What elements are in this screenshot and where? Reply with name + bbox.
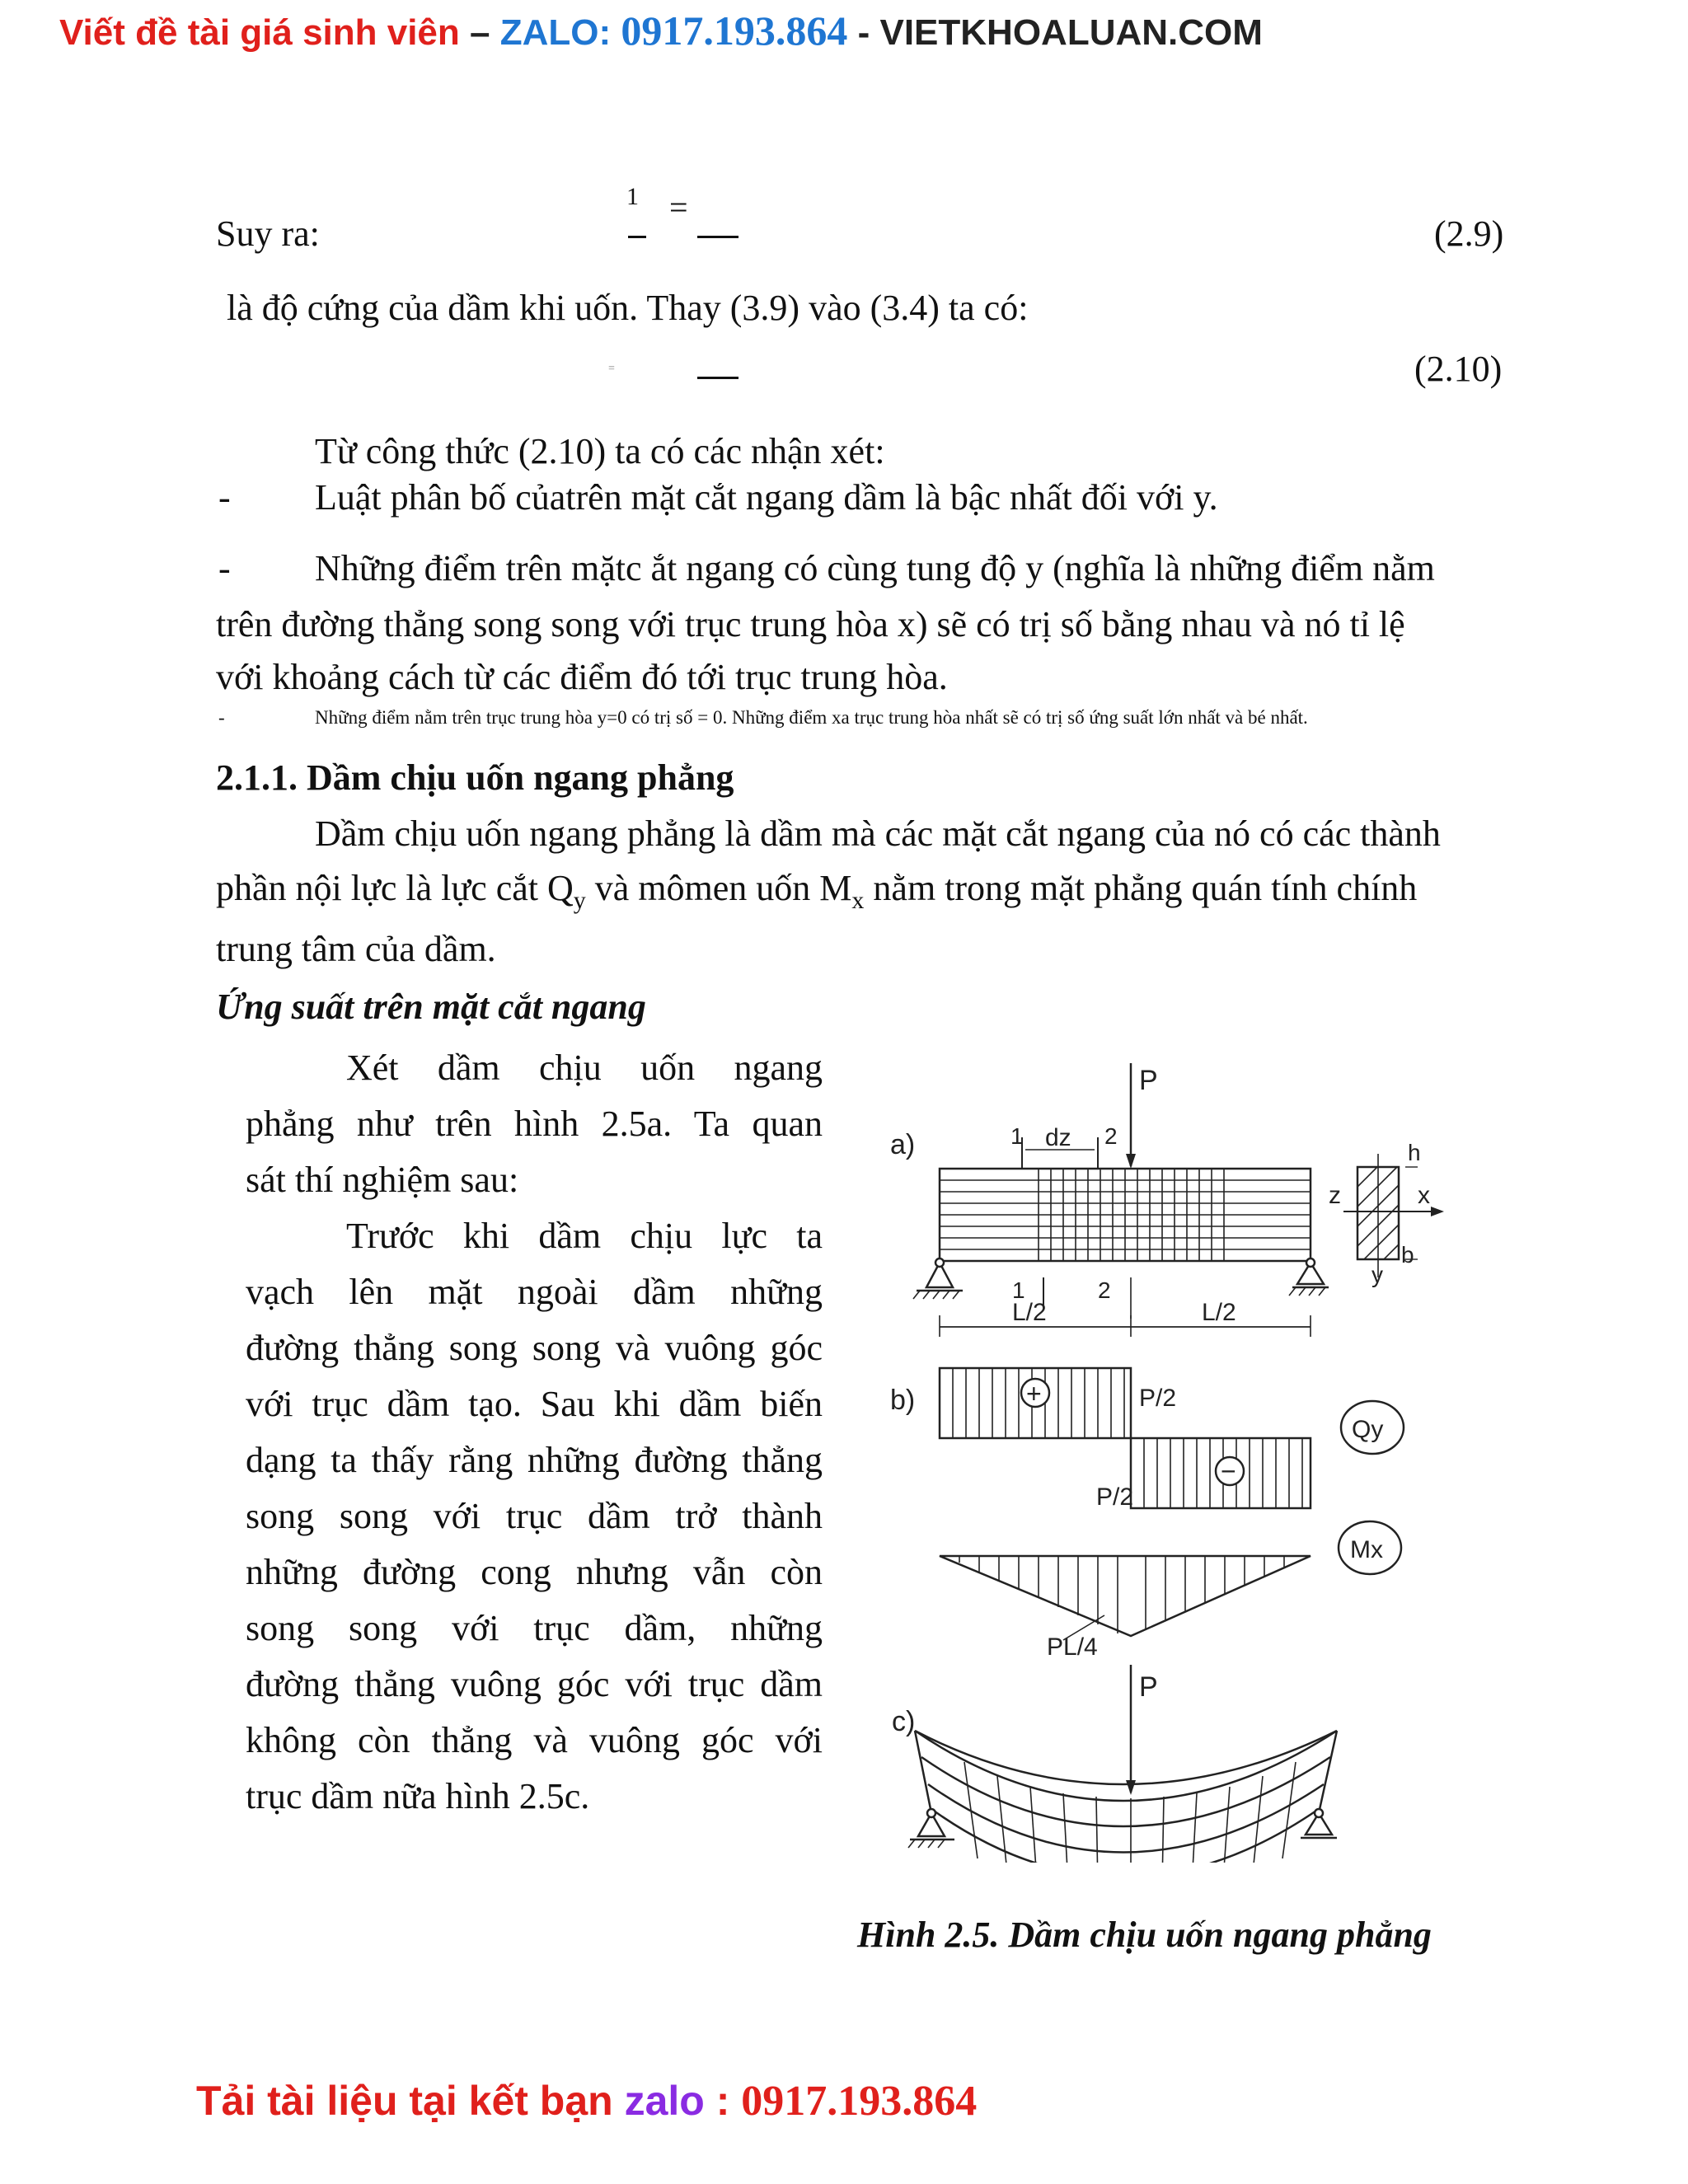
- column-line: vạch lên mặt ngoài dầm những: [246, 1272, 823, 1312]
- column-line: phẳng như trên hình 2.5a. Ta quan: [246, 1104, 823, 1144]
- column-line: với trục dầm tạo. Sau khi dầm biến: [246, 1384, 823, 1424]
- eq-2-9-fraction-bar: [628, 236, 646, 238]
- half-length-left: L/2: [1012, 1299, 1047, 1326]
- dz-label: dz: [1045, 1124, 1071, 1151]
- label-b: b): [890, 1385, 916, 1416]
- beam-figure: [874, 1047, 1451, 1863]
- eq-2-9-equals: =: [669, 189, 688, 226]
- dimension-h: h: [1408, 1140, 1421, 1165]
- column-line: song song với trục dầm trở thành: [246, 1496, 823, 1536]
- footer-phone: 0917.193.864: [741, 2078, 978, 2125]
- beam-a: [913, 1063, 1444, 1337]
- plus-sign: +: [1026, 1379, 1042, 1408]
- minus-sign: −: [1221, 1456, 1236, 1486]
- figure-caption: Hình 2.5. Dầm chịu uốn ngang phẳng: [857, 1915, 1432, 1955]
- load-label: P: [1139, 1065, 1158, 1096]
- banner-zalo-phone: 0917.193.864: [621, 7, 848, 54]
- label-a: a): [890, 1129, 916, 1160]
- label-c: c): [892, 1706, 916, 1737]
- load-label-c: P: [1139, 1671, 1158, 1703]
- banner-site: VIETKHOALUAN.COM: [879, 12, 1263, 53]
- moment-max-label: PL/4: [1047, 1633, 1098, 1661]
- banner-dash: –: [459, 12, 500, 53]
- remark-item-2-line-1: Những điểm trên mặtc ắt ngang có cùng tung độ y (nghĩa là những điểm nằm: [315, 548, 1435, 588]
- section-1-top: 1: [1010, 1123, 1024, 1149]
- dimension-b: b: [1401, 1242, 1414, 1268]
- column-line: trục dầm nữa hình 2.5c.: [246, 1776, 590, 1816]
- banner-dash: -: [847, 12, 880, 53]
- load-arrowhead: [1126, 1154, 1136, 1169]
- axis-z: z: [1329, 1182, 1341, 1209]
- eq-2-9-lead: Suy ra:: [216, 213, 320, 254]
- footer-text: Tải tài liệu tại kết bạn: [196, 2078, 625, 2124]
- section-1-bottom: 1: [1012, 1277, 1025, 1303]
- column-line: những đường cong nhưng vẫn còn: [246, 1552, 823, 1592]
- bullet: -: [218, 477, 231, 518]
- column-line: Xét dầm chịu uốn ngang: [346, 1047, 823, 1088]
- remark-item-1: Luật phân bố củatrên mặt cắt ngang dầm là bậc nhất đối với y.: [315, 477, 1218, 518]
- section-2-bottom: 2: [1098, 1277, 1111, 1303]
- eq-2-10-equals: =: [608, 363, 615, 375]
- column-line: đường thẳng song song và vuông góc: [246, 1328, 823, 1368]
- eq-2-9-fraction-top: 1: [626, 183, 639, 210]
- banner-slogan: Viết đề tài giá sinh viên: [59, 12, 460, 53]
- bullet: -: [218, 707, 225, 728]
- remark-item-2-line-3: với khoảng cách từ các điểm đó tới trục trung hòa.: [216, 657, 948, 697]
- remark-item-3: Những điểm nằm trên trục trung hòa y=0 có trị số = 0. Những điểm xa trục trung hòa nhất sẽ có trị số ứng suất lớn nhất và bé nhất.: [315, 707, 1308, 728]
- column-text: [246, 1040, 823, 1825]
- column-line: sát thí nghiệm sau:: [246, 1160, 519, 1200]
- moment-triangle: [940, 1556, 1311, 1636]
- eq-2-10-blank-fraction: [697, 377, 738, 379]
- section-para-line-2: phần nội lực là lực cắt $Q_y$ và mômen uốn $M_x$ nằm trong mặt phẳng quán tính chính: [216, 868, 1418, 914]
- section-2-top: 2: [1104, 1123, 1118, 1149]
- column-line: Trước khi dầm chịu lực ta: [346, 1216, 823, 1256]
- bullet: -: [218, 548, 231, 588]
- eq-2-9-blank-fraction: [697, 236, 738, 238]
- header-banner: [59, 7, 1263, 54]
- subheading: Ứng suất trên mặt cắt ngang: [216, 987, 646, 1027]
- section-heading: 2.1.1. Dầm chịu uốn ngang phẳng: [216, 757, 734, 798]
- footer-zalo: zalo: [624, 2078, 705, 2124]
- section-para-line-3: trung tâm của dầm.: [216, 929, 496, 969]
- axis-y: y: [1372, 1262, 1383, 1287]
- column-line: song song với trục dầm, những: [246, 1608, 823, 1648]
- stiffness-line: là độ cứng của dầm khi uốn. Thay (3.9) vào (3.4) ta có:: [227, 288, 1029, 328]
- remarks-intro: Từ công thức (2.10) ta có các nhận xét:: [315, 431, 885, 471]
- subscript-x: x: [851, 886, 865, 914]
- section-para-line-1: Dầm chịu uốn ngang phẳng là dầm mà các mặt cắt ngang của nó có các thành: [315, 813, 1441, 854]
- subscript-y: y: [573, 886, 586, 914]
- half-length-right: L/2: [1202, 1299, 1236, 1326]
- footer-colon: :: [704, 2078, 742, 2124]
- footer-banner: [196, 2077, 977, 2125]
- column-line: dạng ta thấy rằng những đường thẳng: [246, 1440, 823, 1480]
- eq-2-9-number: (2.9): [1434, 213, 1504, 254]
- shear-positive-label: P/2: [1139, 1385, 1177, 1412]
- moment-diagram: [940, 1521, 1401, 1640]
- qy-label: Qy: [1352, 1416, 1384, 1443]
- axis-x: x: [1418, 1182, 1430, 1209]
- deformed-beam: [908, 1665, 1337, 1863]
- eq-2-10-number: (2.10): [1414, 349, 1503, 389]
- remark-item-2-line-2: trên đường thẳng song song với trục trung hòa x) sẽ có trị số bằng nhau và nó tỉ lệ: [216, 604, 1405, 644]
- banner-zalo-label: ZALO:: [499, 12, 621, 53]
- shear-negative-label: P/2: [1096, 1483, 1134, 1511]
- mx-label: Mx: [1350, 1536, 1383, 1563]
- column-line: đường thẳng vuông góc với trục dầm: [246, 1664, 823, 1704]
- column-line: không còn thẳng và vuông góc với: [246, 1720, 823, 1760]
